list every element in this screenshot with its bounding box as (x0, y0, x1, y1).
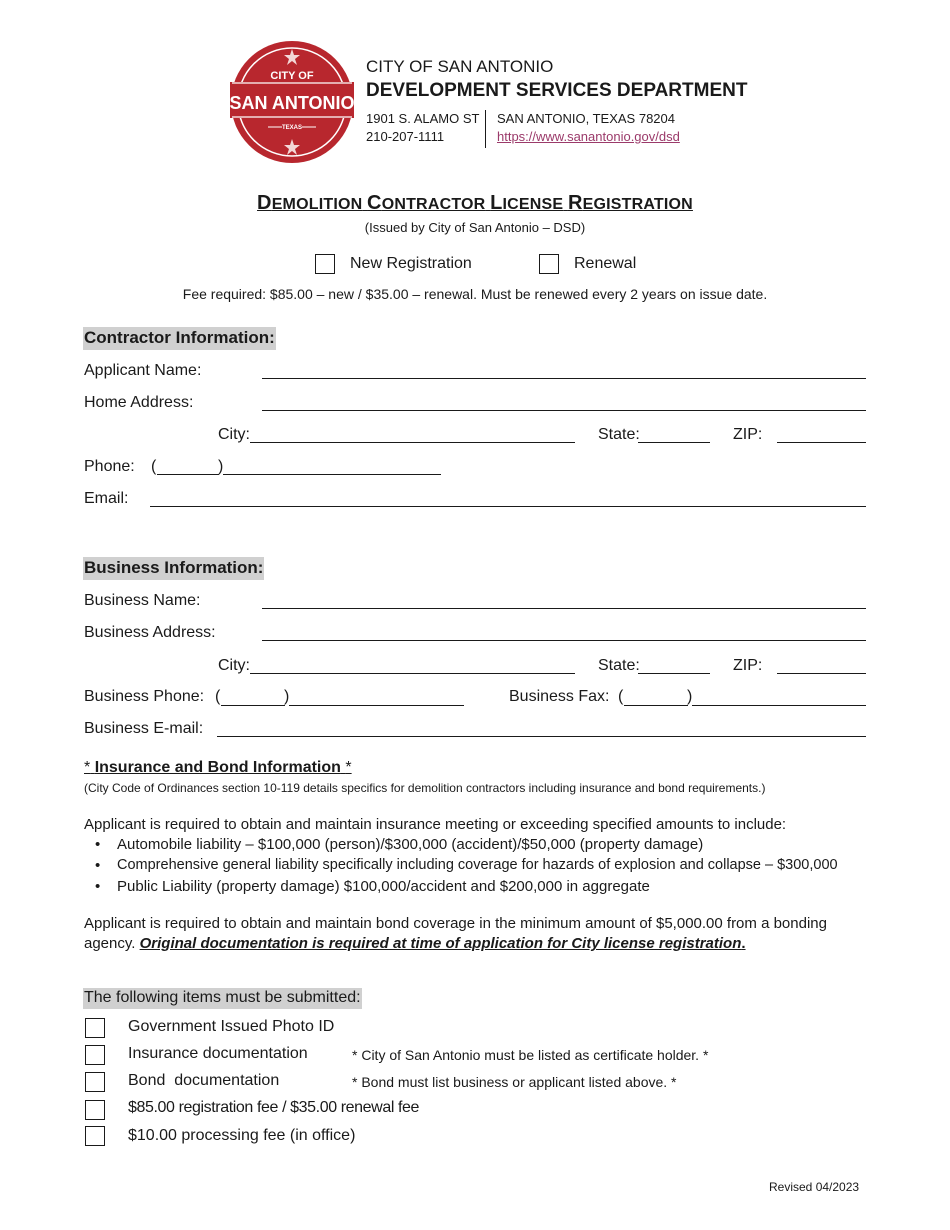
insurance-bullet: • Comprehensive general liability specifically including coverage for hazards of explosion and collapse – $300,000 (117, 857, 838, 873)
checklist-item-note: * Bond must list business or applicant listed above. * (352, 1074, 677, 1090)
business-zip-field[interactable] (777, 673, 866, 674)
photo-id-checkbox[interactable] (85, 1018, 105, 1038)
business-fax-area-code-field[interactable] (624, 705, 688, 706)
business-fax-field[interactable] (692, 705, 866, 706)
email-label: Email: (84, 490, 129, 507)
insurance-heading-star: * (84, 759, 91, 776)
business-state-label: State: (598, 657, 640, 674)
renewal-checkbox[interactable] (539, 254, 559, 274)
zip-field[interactable] (777, 442, 866, 443)
city-label: City: (218, 426, 250, 443)
org-name: CITY OF SAN ANTONIO (366, 57, 554, 76)
bond-requirement-period: . (741, 935, 746, 952)
new-registration-checkbox[interactable] (315, 254, 335, 274)
checklist-item-label: Government Issued Photo ID (128, 1018, 335, 1035)
processing-fee-checkbox[interactable] (85, 1126, 105, 1146)
business-name-field[interactable] (262, 608, 866, 609)
checklist-item-label: $85.00 registration fee / $35.00 renewal fee (128, 1099, 420, 1116)
insurance-intro: Applicant is required to obtain and maintain insurance meeting or exceeding specified amounts to include: (84, 816, 787, 833)
business-zip-label: ZIP: (733, 657, 763, 674)
home-address-field[interactable] (262, 410, 866, 411)
registration-fee-checkbox[interactable] (85, 1100, 105, 1120)
business-fax-paren-open: ( (618, 688, 624, 705)
business-address-field[interactable] (262, 640, 866, 641)
renewal-label: Renewal (574, 255, 637, 272)
business-phone-paren-close: ) (284, 688, 290, 705)
checklist-item-label: $10.00 processing fee (in office) (128, 1127, 356, 1144)
city-field[interactable] (250, 442, 575, 443)
area-code-close: ) (218, 458, 224, 475)
state-label: State: (598, 426, 640, 443)
city-state-zip: SAN ANTONIO, TEXAS 78204 (497, 111, 675, 126)
area-code-open: ( (151, 458, 157, 475)
contractor-section-heading: Contractor Information: (83, 327, 276, 350)
insurance-bullet: • Public Liability (property damage) $100,000/accident and $200,000 in aggregate (117, 878, 650, 895)
form-title (0, 192, 950, 215)
seal-line1: CITY OF (270, 70, 314, 82)
state-field[interactable] (638, 442, 710, 443)
business-email-label: Business E-mail: (84, 720, 204, 737)
header-divider (485, 110, 486, 148)
phone-number: 210-207-1111 (366, 129, 445, 144)
ordinance-note: (City Code of Ordinances section 10-119 details specifics for demolition contractors including insurance and bond requirements.) (84, 781, 766, 795)
department-name: DEVELOPMENT SERVICES DEPARTMENT (366, 80, 748, 101)
website-link[interactable]: https://www.sanantonio.gov/dsd (497, 129, 680, 144)
business-email-field[interactable] (217, 736, 866, 737)
bond-requirement-line1: Applicant is required to obtain and maintain bond coverage in the minimum amount of $5,000.00 from a bonding (84, 915, 827, 932)
checklist-item-label: Insurance documentation (128, 1045, 308, 1062)
insurance-bullet: • Automobile liability – $100,000 (person)/$300,000 (accident)/$50,000 (property damage) (117, 836, 703, 853)
title-word: CONTRACTOR (367, 192, 486, 214)
seal-line3: TEXAS (281, 125, 303, 131)
seal-line2: SAN ANTONIO (229, 93, 355, 113)
business-phone-label: Business Phone: (84, 688, 205, 705)
business-name-label: Business Name: (84, 592, 201, 609)
form-subtitle: (Issued by City of San Antonio – DSD) (364, 220, 586, 235)
revision-date: Revised 04/2023 (769, 1180, 860, 1194)
business-fax-paren-close: ) (687, 688, 693, 705)
business-phone-area-code-field[interactable] (221, 705, 285, 706)
business-phone-paren-open: ( (215, 688, 221, 705)
title-word: REGISTRATION (567, 192, 693, 214)
area-code-field[interactable] (157, 474, 219, 475)
new-registration-label: New Registration (350, 255, 472, 272)
insurance-heading-star: * (345, 759, 352, 776)
fee-note: Fee required: $85.00 – new / $35.00 – renewal. Must be renewed every 2 years on issue date. (182, 286, 768, 302)
checklist-item-note: * City of San Antonio must be listed as certificate holder. * (352, 1047, 709, 1063)
title-word: DEMOLITION (257, 192, 363, 214)
insurance-heading (84, 759, 352, 777)
business-address-label: Business Address: (84, 624, 216, 641)
street-address: 1901 S. ALAMO ST (366, 111, 480, 126)
checklist-item-label: Bond documentation (128, 1072, 280, 1089)
phone-field[interactable] (223, 474, 441, 475)
home-address-label: Home Address: (84, 394, 194, 411)
insurance-doc-checkbox[interactable] (85, 1045, 105, 1065)
zip-label: ZIP: (733, 426, 763, 443)
business-city-field[interactable] (250, 673, 575, 674)
applicant-name-field[interactable] (262, 378, 866, 379)
business-section-heading: Business Information: (83, 557, 264, 580)
bond-doc-checkbox[interactable] (85, 1072, 105, 1092)
email-field[interactable] (150, 506, 866, 507)
business-state-field[interactable] (638, 673, 710, 674)
business-phone-field[interactable] (289, 705, 464, 706)
checklist-heading: The following items must be submitted: (83, 988, 362, 1009)
bond-requirement-emphasis: Original documentation is required at time of application for City license registration (139, 935, 742, 952)
business-fax-label: Business Fax: (509, 688, 610, 705)
bond-requirement-line2 (84, 935, 746, 952)
phone-label: Phone: (84, 458, 135, 475)
title-word: LICENSE (490, 192, 564, 214)
city-seal-logo (228, 39, 356, 165)
bond-requirement-prefix: agency. (84, 935, 136, 952)
business-city-label: City: (218, 657, 250, 674)
insurance-heading-text: Insurance and Bond Information (94, 759, 341, 776)
applicant-name-label: Applicant Name: (84, 362, 202, 379)
